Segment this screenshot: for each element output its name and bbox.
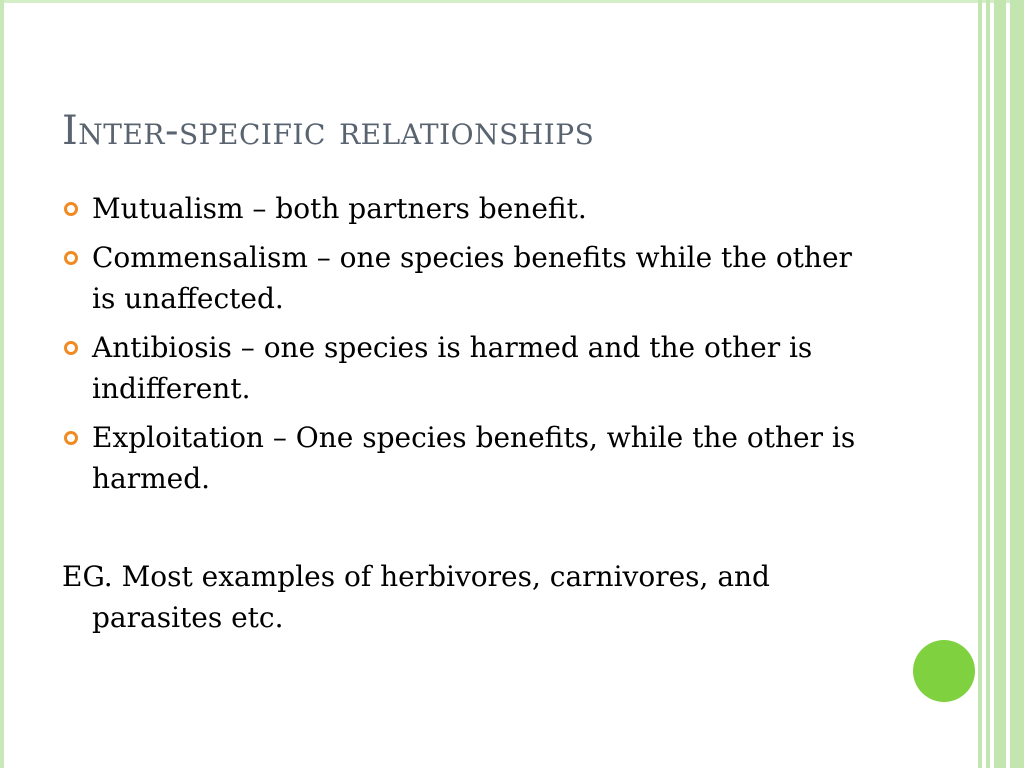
bullet-item [62, 327, 862, 409]
right-decorative-band [986, 0, 990, 768]
top-edge-band [0, 0, 1024, 3]
bullet-circle-icon [64, 251, 78, 265]
bullet-list [62, 188, 862, 507]
bullet-text: Exploitation – One species benefits, while the other is harmed. [92, 421, 856, 495]
bullet-circle-icon [64, 431, 78, 445]
bullet-circle-icon [64, 341, 78, 355]
bullet-text: Antibiosis – one species is harmed and the other is indifferent. [92, 331, 813, 405]
right-decorative-band [994, 0, 1006, 768]
bullet-item [62, 188, 862, 229]
slide-title: Inter-specific relationships [62, 108, 595, 154]
right-decorative-band [1010, 0, 1024, 768]
bullet-text: Mutualism – both partners benefit. [92, 192, 587, 225]
bullet-text: Commensalism – one species benefits while the other is unaffected. [92, 241, 852, 315]
left-edge-band [0, 0, 4, 768]
green-circle-accent [913, 640, 975, 702]
bullet-item [62, 237, 862, 319]
bullet-item [62, 417, 862, 499]
example-paragraph: EG. Most examples of herbivores, carnivores, and parasites etc. [62, 560, 770, 634]
bullet-circle-icon [64, 202, 78, 216]
right-decorative-band [978, 0, 982, 768]
